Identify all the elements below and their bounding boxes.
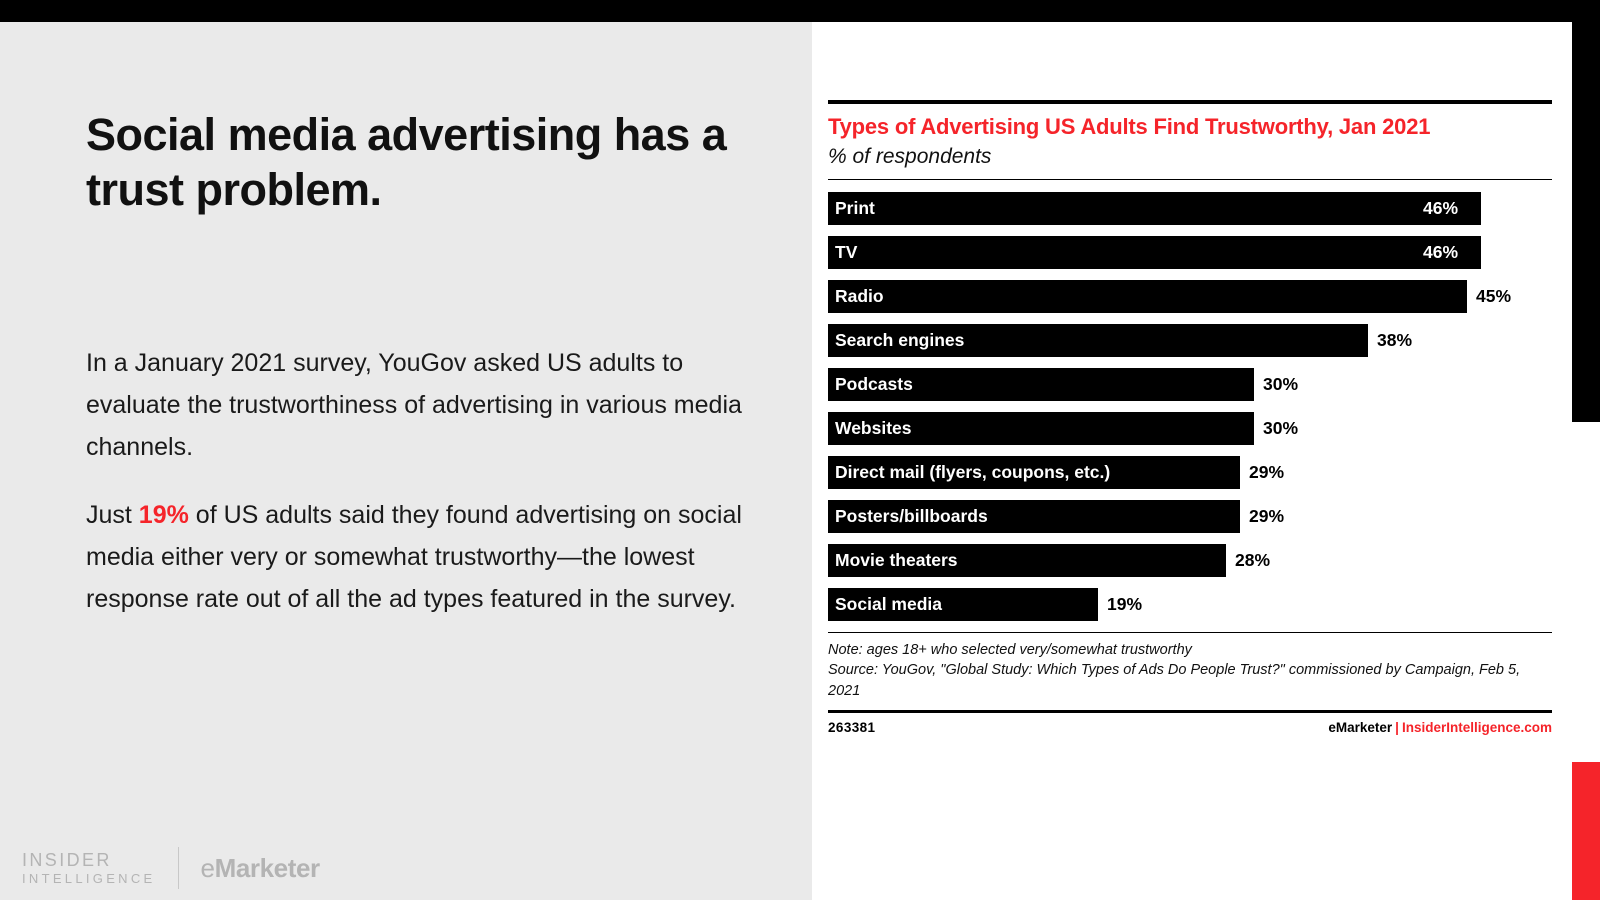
bar-category-label: Posters/billboards bbox=[835, 505, 988, 526]
chart-footer bbox=[828, 713, 1552, 735]
top-black-band bbox=[0, 0, 1600, 22]
bar-value-label: 46% bbox=[1423, 197, 1459, 218]
bar-value-label: 29% bbox=[1249, 505, 1285, 526]
chart-subtitle: % of respondents bbox=[828, 144, 992, 168]
bar-value-label: 19% bbox=[1107, 593, 1143, 614]
bar-value-label: 30% bbox=[1263, 417, 1299, 438]
bar-row bbox=[828, 544, 1552, 577]
chart-brand-footer bbox=[1328, 720, 1552, 735]
bar-chart-plot-area bbox=[828, 180, 1552, 621]
bar-row bbox=[828, 588, 1552, 621]
chart-id: 263381 bbox=[828, 719, 876, 735]
bar-category-label: Radio bbox=[835, 285, 884, 306]
bar bbox=[828, 236, 1481, 269]
paragraph-2-post: of US adults said they found advertising on social media either very or somewhat trustworthy—the lowest response rate out of all the ad types featured in the survey. bbox=[86, 501, 742, 613]
chart-notes bbox=[828, 633, 1552, 710]
bar-category-label: Search engines bbox=[835, 329, 965, 350]
footer-site[interactable]: InsiderIntelligence.com bbox=[1401, 719, 1552, 735]
bar-row bbox=[828, 324, 1552, 357]
bar-category-label: Print bbox=[835, 197, 875, 218]
bar-value-label: 30% bbox=[1263, 373, 1299, 394]
bar-row bbox=[828, 192, 1552, 225]
paragraph-2-pre: Just bbox=[86, 501, 139, 529]
bar-value-label: 38% bbox=[1377, 329, 1413, 350]
brand-lockup bbox=[22, 844, 320, 892]
bar-row bbox=[828, 368, 1552, 401]
chart-source: Source: YouGov, "Global Study: Which Types of Ads Do People Trust?" commissioned by Campaign, Feb 5, 2021 bbox=[828, 662, 1521, 699]
stat-highlight: 19% bbox=[138, 501, 189, 529]
bar-row bbox=[828, 412, 1552, 445]
bar-row bbox=[828, 500, 1552, 533]
chart-container bbox=[828, 100, 1552, 735]
right-red-band bbox=[1572, 762, 1600, 900]
page-title: Social media advertising has a trust problem. bbox=[86, 109, 727, 215]
insider-intelligence-logo bbox=[22, 849, 156, 888]
paragraph-1: In a January 2021 survey, YouGov asked US adults to evaluate the trustworthiness of advertising in various media channels. bbox=[86, 349, 742, 461]
bar-category-label: Movie theaters bbox=[835, 549, 958, 570]
bar-category-label: TV bbox=[835, 241, 858, 262]
bar bbox=[828, 280, 1467, 313]
emarketer-logo-rest: Marketer bbox=[214, 852, 320, 883]
bar-row bbox=[828, 236, 1552, 269]
right-black-band bbox=[1572, 22, 1600, 422]
chart-panel bbox=[812, 22, 1572, 900]
bar-category-label: Podcasts bbox=[835, 373, 913, 394]
bar-row bbox=[828, 456, 1552, 489]
bar-value-label: 46% bbox=[1423, 241, 1459, 262]
bar-value-label: 29% bbox=[1249, 461, 1285, 482]
bar-category-label: Websites bbox=[835, 417, 912, 438]
insider-logo-line1: INSIDER bbox=[22, 849, 112, 870]
bar-value-label: 28% bbox=[1235, 549, 1271, 570]
insider-logo-line2: INTELLIGENCE bbox=[22, 871, 156, 887]
left-text-panel bbox=[0, 22, 812, 900]
emarketer-logo bbox=[201, 853, 320, 884]
logo-divider bbox=[178, 847, 179, 889]
body-copy bbox=[86, 342, 758, 646]
bar-value-label: 45% bbox=[1476, 285, 1512, 306]
chart-title: Types of Advertising US Adults Find Trustworthy, Jan 2021 bbox=[828, 114, 1431, 139]
emarketer-logo-e: e bbox=[200, 852, 215, 883]
bar-category-label: Social media bbox=[835, 593, 942, 614]
footer-separator: | bbox=[1395, 719, 1399, 735]
paragraph-2 bbox=[86, 494, 758, 620]
bar-row bbox=[828, 280, 1552, 313]
bar-category-label: Direct mail (flyers, coupons, etc.) bbox=[835, 461, 1111, 482]
chart-note: Note: ages 18+ who selected very/somewhat trustworthy bbox=[828, 641, 1192, 658]
bar bbox=[828, 192, 1481, 225]
footer-brand-name: eMarketer bbox=[1328, 719, 1393, 735]
